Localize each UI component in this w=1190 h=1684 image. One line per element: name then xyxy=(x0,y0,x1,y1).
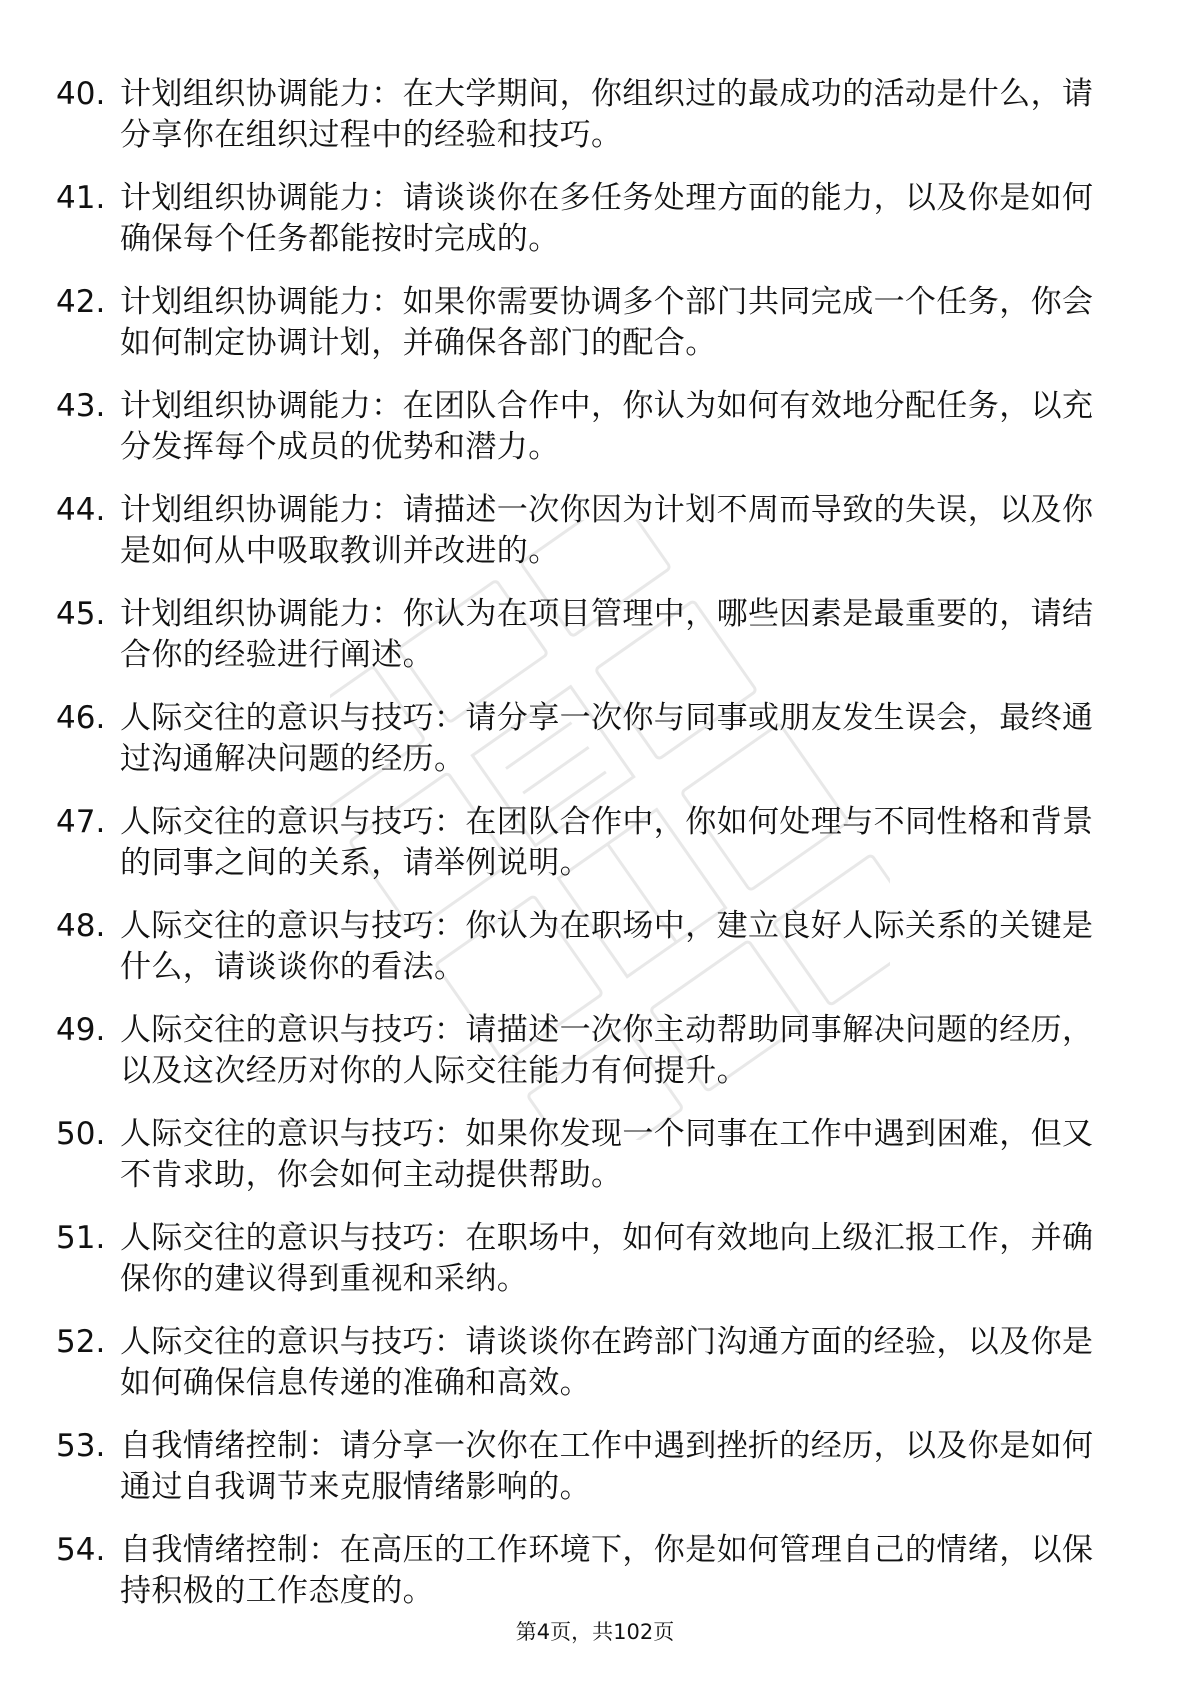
question-item xyxy=(56,386,1106,490)
question-item xyxy=(56,906,1106,1010)
question-item xyxy=(56,594,1106,698)
question-text: 人际交往的意识与技巧：请描述一次你主动帮助同事解决问题的经历，以及这次经历对你的人际交往能力有何提升。 xyxy=(120,1012,1094,1089)
question-number: 42. xyxy=(56,284,106,320)
question-text: 人际交往的意识与技巧：在职场中，如何有效地向上级汇报工作，并确保你的建议得到重视和采纳。 xyxy=(120,1220,1094,1297)
question-text: 人际交往的意识与技巧：你认为在职场中，建立良好人际关系的关键是什么，请谈谈你的看法。 xyxy=(120,908,1094,985)
question-text: 计划组织协调能力：请描述一次你因为计划不周而导致的失误，以及你是如何从中吸取教训并改进的。 xyxy=(120,492,1094,569)
question-number: 43. xyxy=(56,388,106,424)
question-number: 53. xyxy=(56,1428,106,1464)
question-text: 计划组织协调能力：请谈谈你在多任务处理方面的能力，以及你是如何确保每个任务都能按时完成的。 xyxy=(120,180,1094,257)
question-item xyxy=(56,698,1106,802)
page-footer xyxy=(0,1619,1190,1645)
question-number: 40. xyxy=(56,76,106,112)
question-text: 计划组织协调能力：在大学期间，你组织过的最成功的活动是什么，请分享你在组织过程中的经验和技巧。 xyxy=(120,76,1094,153)
question-number: 52. xyxy=(56,1324,106,1360)
question-text: 人际交往的意识与技巧：请谈谈你在跨部门沟通方面的经验，以及你是如何确保信息传递的准确和高效。 xyxy=(120,1324,1094,1401)
question-number: 50. xyxy=(56,1116,106,1152)
question-item xyxy=(56,490,1106,594)
question-number: 51. xyxy=(56,1220,106,1256)
question-item xyxy=(56,74,1106,178)
question-item xyxy=(56,282,1106,386)
question-item xyxy=(56,1114,1106,1218)
question-number: 48. xyxy=(56,908,106,944)
question-item xyxy=(56,1322,1106,1426)
question-item xyxy=(56,802,1106,906)
page-number-label: 第4页，共102页 xyxy=(515,1620,675,1644)
question-number: 49. xyxy=(56,1012,106,1048)
question-text: 人际交往的意识与技巧：在团队合作中，你如何处理与不同性格和背景的同事之间的关系，请举例说明。 xyxy=(120,804,1094,881)
question-number: 44. xyxy=(56,492,106,528)
question-item xyxy=(56,1218,1106,1322)
question-text: 人际交往的意识与技巧：如果你发现一个同事在工作中遇到困难，但又不肯求助，你会如何主动提供帮助。 xyxy=(120,1116,1094,1193)
question-number: 54. xyxy=(56,1532,106,1568)
question-text: 计划组织协调能力：在团队合作中，你认为如何有效地分配任务，以充分发挥每个成员的优势和潜力。 xyxy=(120,388,1094,465)
question-text: 人际交往的意识与技巧：请分享一次你与同事或朋友发生误会，最终通过沟通解决问题的经历。 xyxy=(120,700,1094,777)
question-number: 46. xyxy=(56,700,106,736)
question-text: 计划组织协调能力：你认为在项目管理中，哪些因素是最重要的，请结合你的经验进行阐述。 xyxy=(120,596,1094,673)
question-text: 自我情绪控制：在高压的工作环境下，你是如何管理自己的情绪，以保持积极的工作态度的。 xyxy=(120,1532,1094,1609)
question-number: 47. xyxy=(56,804,106,840)
question-text: 计划组织协调能力：如果你需要协调多个部门共同完成一个任务，你会如何制定协调计划，并确保各部门的配合。 xyxy=(120,284,1094,361)
question-number: 41. xyxy=(56,180,106,216)
question-number: 45. xyxy=(56,596,106,632)
question-item xyxy=(56,1010,1106,1114)
question-item xyxy=(56,1426,1106,1530)
question-item xyxy=(56,178,1106,282)
question-text: 自我情绪控制：请分享一次你在工作中遇到挫折的经历，以及你是如何通过自我调节来克服情绪影响的。 xyxy=(120,1428,1094,1505)
question-list xyxy=(56,74,1106,1634)
